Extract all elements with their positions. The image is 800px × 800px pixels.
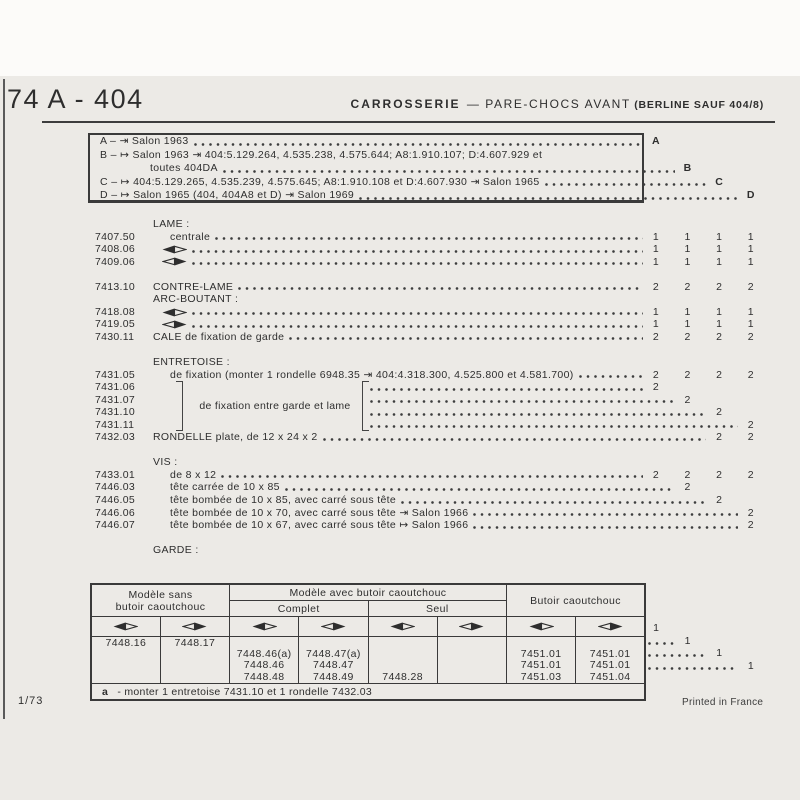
part-label: RONDELLE plate, de 12 x 24 x 2 — [153, 431, 318, 444]
dotted-leader — [215, 237, 643, 240]
qty-value: 1 — [716, 230, 723, 243]
section-gap — [92, 444, 768, 457]
dotted-leader — [323, 438, 707, 441]
section-gap — [92, 532, 768, 545]
right-part-icon — [162, 257, 187, 266]
garde-cell — [160, 637, 229, 684]
part-label: CONTRE-LAME — [153, 280, 234, 293]
part-row — [92, 431, 768, 444]
garde-part-number: 7448.46 — [243, 659, 285, 672]
garde-table — [90, 583, 646, 701]
left-part-icon — [507, 622, 575, 631]
qty-value: 2 — [747, 519, 754, 532]
dotted-leader — [473, 526, 737, 529]
part-ref: 7446.07 — [95, 519, 136, 532]
dotted-leader — [648, 667, 737, 670]
garde-icon-cell — [91, 617, 160, 637]
dotted-leader — [473, 513, 737, 516]
qty-value: 2 — [684, 468, 691, 481]
qty-value: 2 — [684, 330, 691, 343]
section-gap — [92, 343, 768, 356]
dotted-leader — [285, 488, 675, 491]
garde-part-number: 7448.47 — [312, 659, 354, 672]
qty-value: 1 — [652, 255, 660, 268]
garde-header-seul: Seul — [368, 601, 507, 617]
part-ref: 7431.11 — [95, 418, 135, 431]
dotted-leader — [648, 654, 705, 657]
entretoise-group-label: de fixation entre garde et lame — [199, 400, 351, 412]
legend-line — [92, 135, 768, 149]
qty-value: 2 — [652, 280, 660, 293]
garde-part-number — [438, 672, 506, 683]
qty-value: 2 — [652, 330, 660, 343]
section-gap — [92, 268, 768, 281]
dotted-leader — [194, 143, 643, 146]
qty-value: 2 — [652, 381, 660, 394]
dotted-leader — [370, 425, 738, 428]
part-ref: 7431.07 — [95, 393, 136, 406]
right-part-icon — [438, 622, 506, 631]
qty-value: 2 — [716, 406, 723, 419]
legend-variant-letter: D — [746, 189, 755, 201]
right-part-icon — [576, 622, 644, 631]
dotted-leader — [359, 197, 738, 200]
garde-part-number: 7448.46(a) — [236, 648, 292, 661]
printed-in-france: Printed in France — [682, 697, 764, 708]
right-part-icon — [161, 622, 229, 631]
garde-header-sans — [91, 584, 230, 617]
qty-value: 2 — [684, 368, 691, 381]
part-ref: 7446.06 — [95, 506, 136, 519]
part-ref: 7446.05 — [95, 494, 136, 507]
qty-value: 1 — [747, 230, 754, 243]
legend-text: toutes 404DA — [150, 162, 218, 174]
qty-value: 1 — [684, 305, 691, 318]
qty-value: 2 — [747, 431, 754, 444]
garde-cell — [576, 637, 645, 684]
part-label: de 8 x 12 — [170, 468, 217, 481]
section-header-row — [92, 544, 768, 557]
qty-value: 1 — [716, 255, 723, 268]
qty-value: 2 — [652, 368, 660, 381]
garde-footnote-row — [91, 684, 645, 701]
part-row — [92, 381, 768, 394]
part-ref: 7413.10 — [95, 280, 136, 293]
legend-text: C – ↦ 404:5.129.265, 4.535.239, 4.575.645; A8:1.910.108 et D:4.607.930 ⇥ Salon 1965 — [100, 175, 540, 188]
garde-qty-value: 1 — [747, 659, 754, 672]
garde-cell — [368, 637, 437, 684]
qty-value: 2 — [716, 494, 723, 507]
page-edge-line — [3, 79, 5, 719]
part-ref: 7433.01 — [95, 468, 136, 481]
garde-icon-row — [91, 617, 645, 637]
subtitle-note: (BERLINE SAUF 404/8) — [634, 99, 764, 111]
garde-cell — [230, 637, 299, 684]
garde-header-sans-line1: Modèle sans — [128, 588, 193, 601]
qty-value: 1 — [716, 243, 723, 256]
parts-list — [92, 218, 768, 557]
dotted-leader — [370, 388, 643, 391]
qty-value: 1 — [652, 305, 660, 318]
garde-part-number: 7451.01 — [520, 659, 562, 672]
garde-part-number: 7448.47(a) — [305, 648, 361, 661]
qty-value: 2 — [716, 431, 723, 444]
dotted-leader — [192, 262, 643, 265]
garde-header-row-1 — [91, 584, 645, 601]
qty-value: 2 — [684, 393, 691, 406]
qty-value: 1 — [684, 318, 691, 331]
qty-value: 1 — [684, 243, 691, 256]
garde-part-number — [161, 660, 229, 671]
garde-part-number: 7448.49 — [312, 670, 354, 683]
qty-value: 1 — [684, 255, 691, 268]
part-row — [92, 481, 768, 494]
qty-value: 2 — [747, 468, 754, 481]
garde-part-number: 7448.28 — [382, 670, 423, 683]
footnote-marker: a — [102, 685, 109, 698]
qty-value: 1 — [652, 243, 660, 256]
qty-value: 2 — [684, 481, 691, 494]
qty-value: 1 — [716, 318, 723, 331]
garde-part-number — [161, 672, 229, 683]
part-label: tête bombée de 10 x 67, avec carré sous tête ↦ Salon 1966 — [170, 519, 469, 532]
legend-variant-letter: C — [715, 175, 724, 188]
qty-value: 2 — [652, 468, 660, 481]
part-row — [92, 243, 768, 256]
part-row — [92, 507, 768, 520]
subtitle-text: PARE-CHOCS AVANT — [485, 97, 631, 111]
part-ref: 7430.11 — [95, 330, 135, 343]
section-header-label: ENTRETOISE : — [153, 356, 230, 369]
garde-qty-value: 1 — [716, 647, 723, 660]
qty-value: 2 — [684, 280, 691, 293]
qty-value: 2 — [716, 280, 723, 293]
section-header-label: ARC-BOUTANT : — [153, 293, 239, 306]
garde-header-complet: Complet — [230, 601, 369, 617]
part-label: tête bombée de 10 x 85, avec carré sous tête — [170, 494, 397, 507]
part-row — [92, 519, 768, 532]
garde-part-number — [92, 672, 160, 683]
garde-icon-cell — [160, 617, 229, 637]
legend-text: D – ↦ Salon 1965 (404, 404A8 et D) ⇥ Salon 1969 — [100, 189, 355, 201]
dotted-leader — [192, 325, 643, 328]
qty-value: 2 — [716, 330, 723, 343]
part-row — [92, 419, 768, 432]
left-part-icon — [162, 245, 187, 254]
legend-rows — [92, 135, 768, 203]
garde-header-avec: Modèle avec butoir caoutchouc — [230, 584, 507, 601]
part-label: CALE de fixation de garde — [153, 330, 285, 343]
garde-part-number — [92, 660, 160, 671]
qty-value: 2 — [747, 418, 754, 431]
qty-value: 2 — [747, 330, 754, 343]
qty-value: 2 — [747, 368, 754, 381]
garde-part-number: 7448.48 — [243, 670, 285, 683]
section-header-row — [92, 218, 768, 231]
right-part-icon — [299, 622, 367, 631]
legend-text: A – ⇥ Salon 1963 — [100, 135, 189, 147]
garde-part-number: 7451.04 — [589, 670, 631, 683]
qty-value: 2 — [716, 468, 723, 481]
page-number: 1/73 — [18, 695, 44, 707]
garde-cell — [91, 637, 160, 684]
part-row — [92, 469, 768, 482]
garde-icon-cell — [299, 617, 368, 637]
dotted-leader — [579, 375, 643, 378]
dotted-leader — [648, 642, 674, 645]
garde-qty-value: 1 — [684, 634, 691, 647]
garde-part-number — [438, 660, 506, 671]
qty-value: 2 — [747, 280, 754, 293]
garde-part-number: 7451.01 — [520, 648, 562, 661]
garde-icon-cell — [437, 617, 506, 637]
page-code: 74 A - 404 — [7, 84, 144, 114]
legend-line — [92, 189, 768, 203]
garde-icon-cell — [507, 617, 576, 637]
section-header-label: VIS : — [153, 456, 178, 469]
garde-part-number: 7448.17 — [174, 637, 216, 649]
part-row — [92, 231, 768, 244]
qty-value: 1 — [652, 318, 660, 331]
section-header-row — [92, 293, 768, 306]
part-row — [92, 256, 768, 269]
part-ref: 7418.08 — [95, 305, 136, 318]
qty-value: 1 — [716, 305, 723, 318]
legend-text: B – ↦ Salon 1963 ⇥ 404:5.129.264, 4.535.238, 4.575.644; A8:1.910.107; D:4.607.929 et — [100, 148, 543, 161]
legend-variant-letter: B — [683, 162, 692, 174]
page-subtitle — [351, 97, 764, 111]
section-title: CARROSSERIE — [350, 97, 461, 111]
part-row — [92, 494, 768, 507]
part-row — [92, 281, 768, 294]
part-ref: 7446.03 — [95, 481, 136, 494]
part-row — [92, 331, 768, 344]
entretoise-group-bracket-right — [176, 381, 183, 431]
subtitle-dash: — — [466, 97, 479, 111]
legend-variant-letter: A — [652, 135, 660, 147]
qty-value: 1 — [747, 318, 754, 331]
part-ref: 7431.05 — [95, 368, 136, 381]
left-part-icon — [92, 622, 160, 631]
dotted-leader — [223, 170, 675, 173]
part-ref: 7431.10 — [95, 406, 136, 419]
dotted-leader — [370, 400, 675, 403]
garde-part-number: 7451.01 — [589, 648, 631, 661]
left-part-icon — [162, 308, 187, 317]
part-ref: 7419.05 — [95, 318, 136, 331]
garde-cell — [507, 637, 576, 684]
qty-value: 2 — [716, 368, 723, 381]
garde-part-number — [369, 660, 437, 671]
qty-value: 1 — [747, 305, 754, 318]
garde-icon-cell — [368, 617, 437, 637]
dotted-leader — [238, 287, 643, 290]
left-part-icon — [230, 622, 298, 631]
entretoise-group-bracket-left — [362, 381, 369, 431]
section-header-row — [92, 456, 768, 469]
legend-line — [92, 162, 768, 176]
part-row — [92, 318, 768, 331]
section-header-row — [92, 356, 768, 369]
garde-cell — [437, 637, 506, 684]
garde-cell — [299, 637, 368, 684]
dotted-leader — [370, 413, 706, 416]
header-rule — [42, 121, 775, 123]
garde-part-number: 7451.01 — [589, 659, 631, 672]
qty-value: 1 — [747, 255, 754, 268]
part-row — [92, 306, 768, 319]
part-ref: 7408.06 — [95, 243, 136, 256]
garde-part-number: 7451.03 — [520, 670, 562, 683]
qty-value: 1 — [652, 230, 660, 243]
dotted-leader — [401, 501, 706, 504]
part-ref: 7407.50 — [95, 230, 136, 243]
garde-footnote: a - monter 1 entretoise 7431.10 et 1 rondelle 7432.03 — [91, 684, 645, 701]
left-part-icon — [369, 622, 437, 631]
right-part-icon — [162, 320, 187, 329]
qty-value: 1 — [684, 230, 691, 243]
part-label: tête carrée de 10 x 85 — [170, 481, 280, 494]
garde-header-butoir: Butoir caoutchouc — [507, 584, 646, 617]
part-ref: 7432.03 — [95, 431, 136, 444]
dotted-leader — [289, 337, 643, 340]
garde-header-sans-line2: butoir caoutchouc — [115, 600, 206, 613]
garde-icon-cell — [230, 617, 299, 637]
part-label: centrale — [170, 230, 211, 243]
legend-line — [92, 176, 768, 190]
garde-qty-value: 1 — [653, 622, 659, 634]
part-ref: 7409.06 — [95, 255, 136, 268]
section-header-label: GARDE : — [153, 544, 199, 557]
section-header-label: LAME : — [153, 218, 190, 230]
garde-body-row — [91, 637, 645, 684]
dotted-leader — [192, 250, 643, 253]
dotted-leader — [545, 183, 707, 186]
qty-value: 2 — [747, 506, 754, 519]
garde-icon-cell — [576, 617, 645, 637]
garde-part-number: 7448.16 — [105, 637, 147, 649]
legend-line — [92, 149, 768, 163]
dotted-leader — [221, 475, 643, 478]
part-ref: 7431.06 — [95, 381, 136, 394]
part-label: tête bombée de 10 x 70, avec carré sous tête ⇥ Salon 1966 — [170, 506, 469, 519]
part-label: de fixation (monter 1 rondelle 6948.35 ⇥ 404:4.318.300, 4.525.800 et 4.581.700) — [170, 368, 574, 381]
dotted-leader — [192, 312, 643, 315]
qty-value: 1 — [747, 243, 754, 256]
part-row — [92, 369, 768, 382]
